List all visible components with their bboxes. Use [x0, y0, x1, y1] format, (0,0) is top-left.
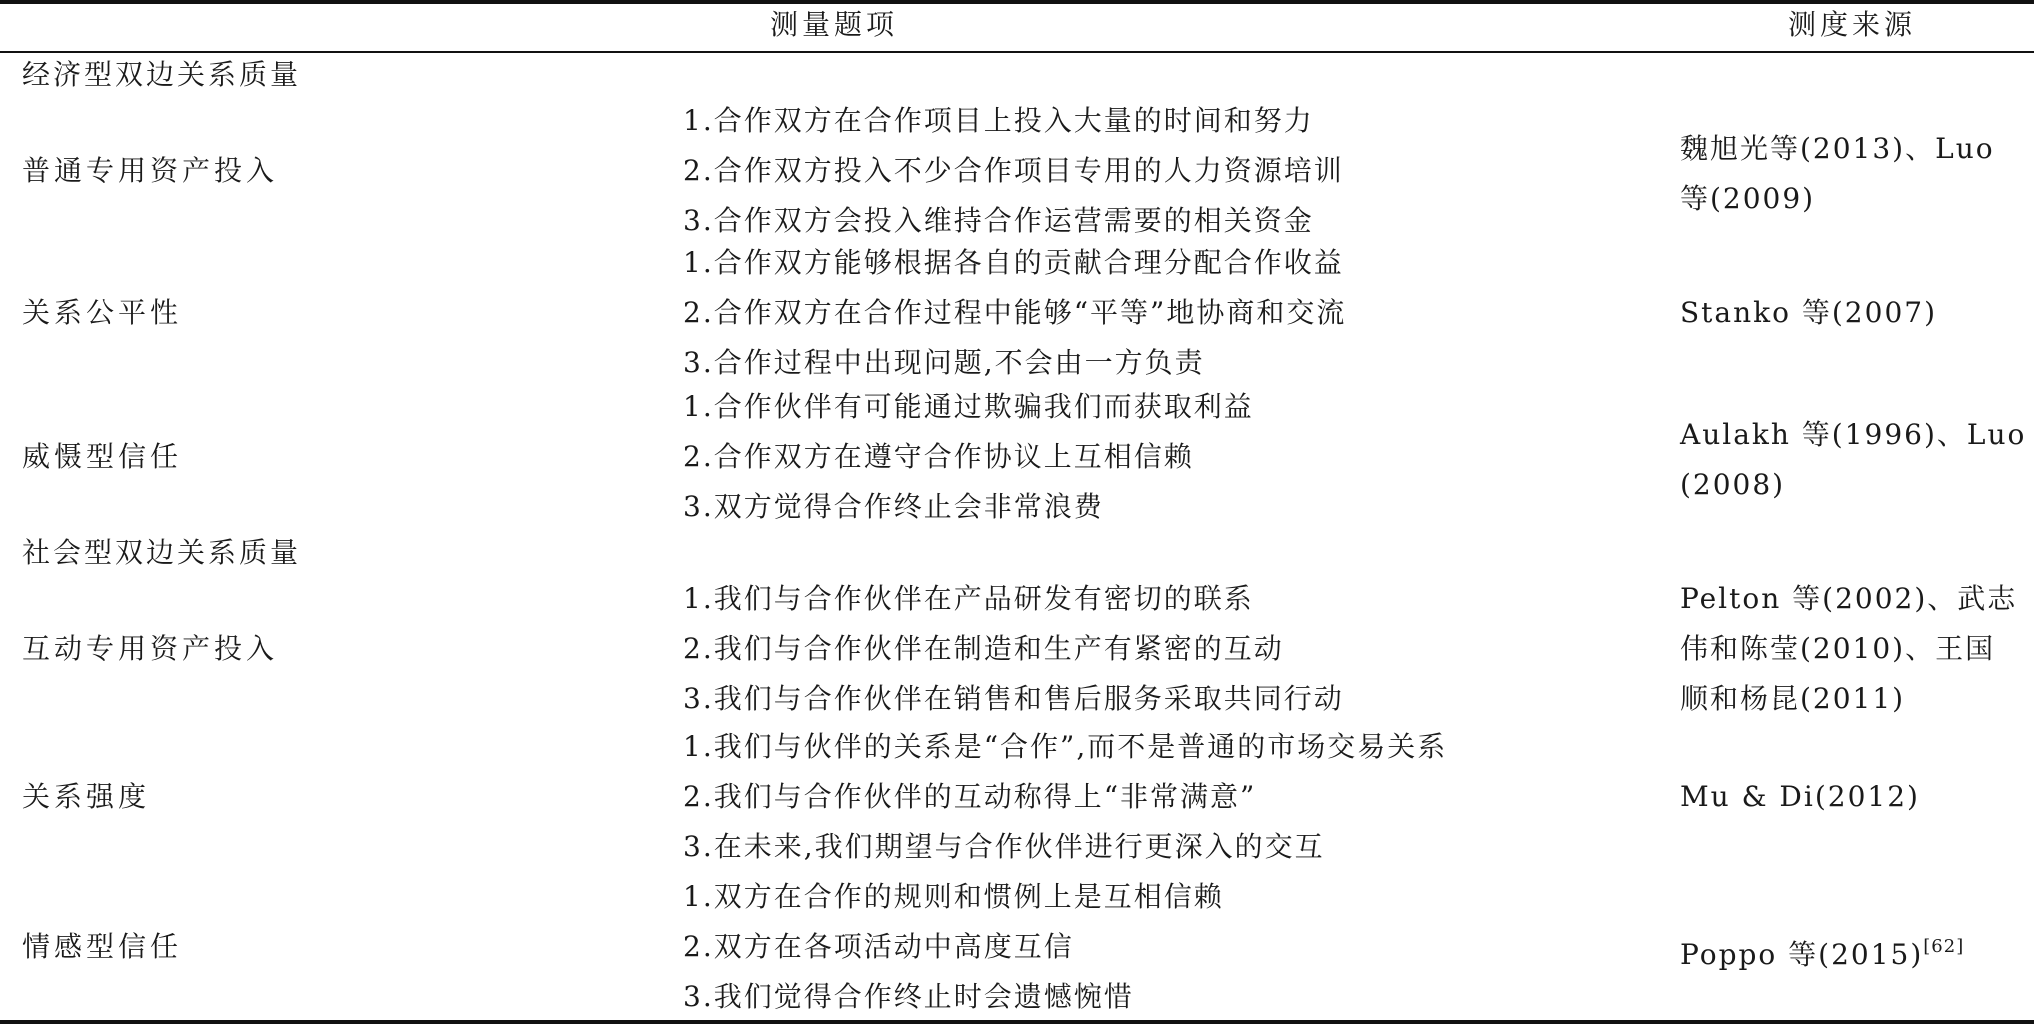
source-line: Pelton 等(2002)、武志 [1680, 582, 2018, 615]
measure-item: 1.我们与伙伴的关系是“合作”,而不是普通的市场交易关系 [683, 730, 1448, 763]
measure-item: 3.我们觉得合作终止时会遗憾惋惜 [683, 980, 1134, 1013]
table-bottom-rule [0, 1020, 2034, 1024]
group-title-economic: 经济型双边关系质量 [22, 58, 302, 91]
source-line: Mu & Di(2012) [1680, 780, 1920, 813]
source-cell [1680, 922, 2010, 980]
source-text: Poppo 等(2015) [1680, 938, 1924, 971]
group-title-social: 社会型双边关系质量 [22, 536, 302, 569]
measure-item: 1.合作双方在合作项目上投入大量的时间和努力 [683, 104, 1314, 137]
source-line: 魏旭光等(2013)、Luo [1680, 132, 1995, 165]
source-cell [1680, 288, 2010, 338]
source-line: Aulakh 等(1996)、Luo [1680, 418, 2027, 451]
source-cell [1680, 772, 2010, 822]
measure-item: 2.我们与合作伙伴的互动称得上“非常满意” [683, 780, 1257, 813]
citation-superscript: [62] [1923, 936, 1965, 957]
construct-name: 关系公平性 [22, 296, 183, 329]
source-cell [1680, 410, 2027, 510]
source-line: (2008) [1680, 468, 1786, 501]
construct-name: 情感型信任 [22, 930, 183, 963]
measure-item: 1.我们与合作伙伴在产品研发有密切的联系 [683, 582, 1254, 615]
source-line: 伟和陈莹(2010)、王国 [1680, 632, 1996, 665]
measure-item: 3.合作双方会投入维持合作运营需要的相关资金 [683, 204, 1314, 237]
measure-item: 2.双方在各项活动中高度互信 [683, 930, 1074, 963]
column-header-items: 测量题项 [770, 8, 899, 41]
construct-name: 关系强度 [22, 780, 151, 813]
source-line [1680, 922, 2010, 980]
source-cell [1680, 574, 2018, 724]
measure-item: 2.合作双方投入不少合作项目专用的人力资源培训 [683, 154, 1344, 187]
measure-item: 1.合作双方能够根据各自的贡献合理分配合作收益 [683, 246, 1344, 279]
measure-item: 3.双方觉得合作终止会非常浪费 [683, 490, 1104, 523]
measure-item: 3.在未来,我们期望与合作伙伴进行更深入的交互 [683, 830, 1325, 863]
column-header-source: 测度来源 [1788, 8, 1917, 41]
measure-item: 3.合作过程中出现问题,不会由一方负责 [683, 346, 1205, 379]
measure-item: 2.我们与合作伙伴在制造和生产有紧密的互动 [683, 632, 1284, 665]
source-line: 顺和杨昆(2011) [1680, 682, 1906, 715]
construct-name: 威慑型信任 [22, 440, 183, 473]
source-line: Stanko 等(2007) [1680, 296, 1937, 329]
measure-item: 1.双方在合作的规则和惯例上是互相信赖 [683, 880, 1224, 913]
measure-item: 3.我们与合作伙伴在销售和售后服务采取共同行动 [683, 682, 1344, 715]
construct-name: 普通专用资产投入 [22, 154, 279, 187]
source-cell [1680, 124, 2010, 224]
construct-name: 互动专用资产投入 [22, 632, 279, 665]
measure-item: 2.合作双方在遵守合作协议上互相信赖 [683, 440, 1194, 473]
measure-item: 1.合作伙伴有可能通过欺骗我们而获取利益 [683, 390, 1254, 423]
measure-item: 2.合作双方在合作过程中能够“平等”地协商和交流 [683, 296, 1347, 329]
table-header-rule [0, 51, 2034, 53]
source-line: 等(2009) [1680, 182, 1816, 215]
table-top-rule [0, 0, 2034, 4]
